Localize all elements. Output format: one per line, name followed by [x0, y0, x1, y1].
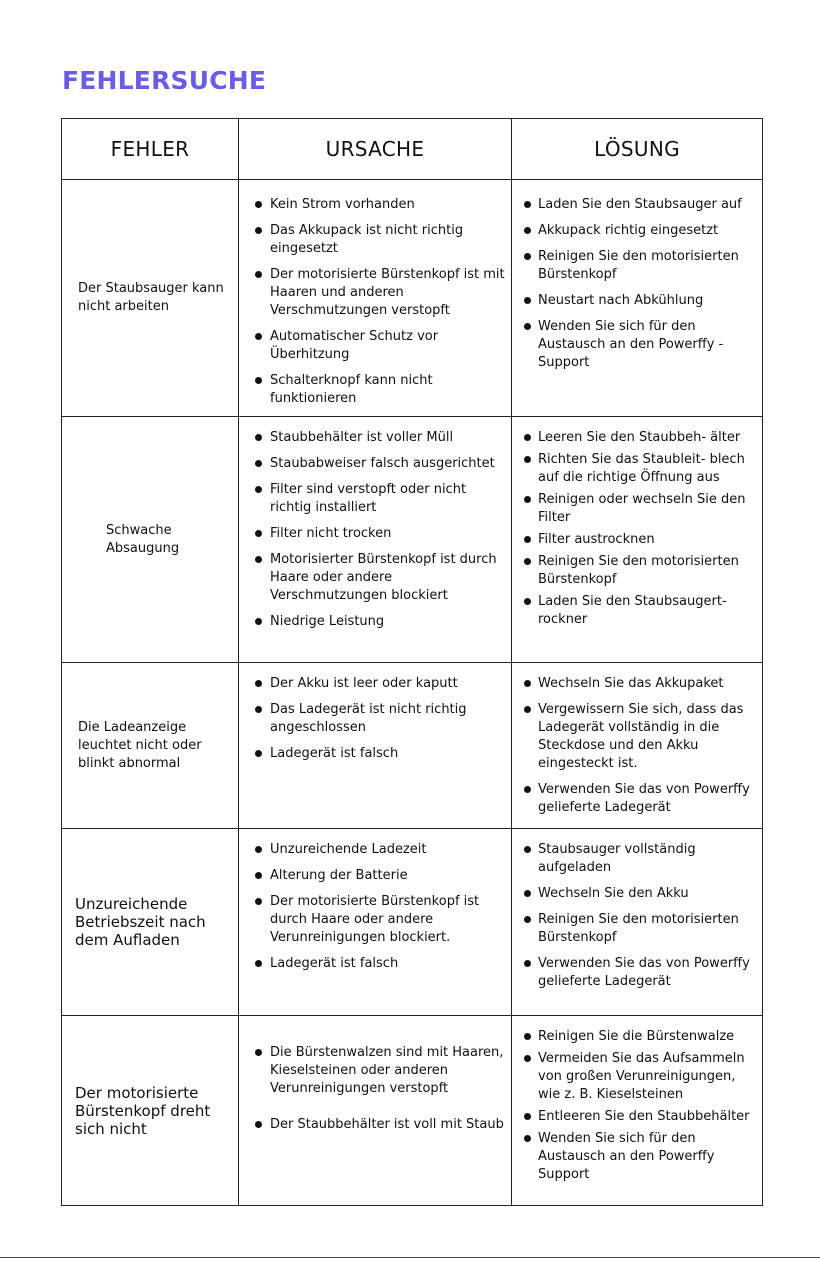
solution-item: Verwenden Sie das von Powerffy gelieferte Ladegerät: [522, 955, 756, 991]
solution-item: Wechseln Sie das Akkupaket: [522, 675, 756, 693]
header-fault: FEHLER: [62, 119, 239, 180]
footer-divider: [0, 1257, 820, 1258]
solution-list: [512, 663, 762, 817]
fault-cell: Unzureichende Betriebszeit nach dem Aufladen: [62, 829, 239, 1016]
cause-item: Die Bürstenwalzen sind mit Haaren, Kieselsteinen oder anderen Verunreinigungen verstopft: [253, 1044, 505, 1098]
table-header-row: [62, 119, 763, 180]
cause-list: [239, 180, 511, 408]
fault-cell: Schwache Absaugung: [62, 417, 239, 663]
cause-cell: [239, 417, 512, 663]
cause-item: Der motorisierte Bürstenkopf ist durch Haare oder andere Verunreinigungen blockiert.: [253, 893, 505, 947]
solution-list: [512, 180, 762, 372]
solution-cell: [512, 829, 763, 1016]
cause-cell: [239, 180, 512, 417]
cause-item: Das Ladegerät ist nicht richtig angeschlossen: [253, 701, 505, 737]
solution-item: Reinigen Sie den motorisierten Bürstenkopf: [522, 911, 756, 947]
solution-item: Wenden Sie sich für den Austausch an den Powerffy -Support: [522, 318, 756, 372]
cause-item: Filter nicht trocken: [253, 525, 505, 543]
cause-item: Der Staubbehälter ist voll mit Staub: [253, 1116, 505, 1134]
cause-item: Automatischer Schutz vor Überhitzung: [253, 328, 505, 364]
cause-item: Niedrige Leistung: [253, 613, 505, 631]
cause-item: Das Akkupack ist nicht richtig eingesetzt: [253, 222, 505, 258]
solution-cell: [512, 417, 763, 663]
cause-list: [239, 417, 511, 631]
solution-item: Leeren Sie den Staubbeh- älter: [522, 429, 756, 447]
table-row: [62, 180, 763, 417]
cause-item: Filter sind verstopft oder nicht richtig installiert: [253, 481, 505, 517]
solution-item: Neustart nach Abkühlung: [522, 292, 756, 310]
table-row: [62, 829, 763, 1016]
solution-item: Vergewissern Sie sich, dass das Ladegerät vollständig in die Steckdose und den Akku eingesteckt ist.: [522, 701, 756, 773]
cause-item: Staubbehälter ist voller Müll: [253, 429, 505, 447]
solution-list: [512, 829, 762, 991]
cause-list: [239, 663, 511, 763]
solution-cell: [512, 663, 763, 829]
solution-list: [512, 1016, 762, 1184]
table-row: [62, 663, 763, 829]
solution-item: Laden Sie den Staubsauger auf: [522, 196, 756, 214]
solution-item: Akkupack richtig eingesetzt: [522, 222, 756, 240]
cause-item: Alterung der Batterie: [253, 867, 505, 885]
solution-item: Staubsauger vollständig aufgeladen: [522, 841, 756, 877]
solution-item: Vermeiden Sie das Aufsammeln von großen Verunreinigungen, wie z. B. Kieselsteinen: [522, 1050, 756, 1104]
cause-cell: [239, 663, 512, 829]
fault-cell: Der motorisierte Bürstenkopf dreht sich nicht: [62, 1016, 239, 1206]
fault-cell: Die Ladeanzeige leuchtet nicht oder blinkt abnormal: [62, 663, 239, 829]
solution-cell: [512, 1016, 763, 1206]
table-row: [62, 1016, 763, 1206]
table-row: [62, 417, 763, 663]
solution-item: Filter austrocknen: [522, 531, 756, 549]
cause-item: Unzureichende Ladezeit: [253, 841, 505, 859]
cause-item: Motorisierter Bürstenkopf ist durch Haare oder andere Verschmutzungen blockiert: [253, 551, 505, 605]
header-solution: LÖSUNG: [512, 119, 763, 180]
cause-item: Ladegerät ist falsch: [253, 955, 505, 973]
cause-list: [239, 829, 511, 973]
solution-item: Reinigen Sie den motorisierten Bürstenkopf: [522, 248, 756, 284]
cause-cell: [239, 1016, 512, 1206]
cause-item: Der motorisierte Bürstenkopf ist mit Haaren und anderen Verschmutzungen verstopft: [253, 266, 505, 320]
solution-item: Reinigen oder wechseln Sie den Filter: [522, 491, 756, 527]
solution-cell: [512, 180, 763, 417]
header-cause: URSACHE: [239, 119, 512, 180]
fault-cell: Der Staubsauger kann nicht arbeiten: [62, 180, 239, 417]
solution-item: Reinigen Sie den motorisierten Bürstenkopf: [522, 553, 756, 589]
cause-item: Schalterknopf kann nicht funktionieren: [253, 372, 505, 408]
solution-item: Wenden Sie sich für den Austausch an den Powerffy Support: [522, 1130, 756, 1184]
solution-item: Laden Sie den Staubsaugert- rockner: [522, 593, 756, 629]
solution-item: Reinigen Sie die Bürstenwalze: [522, 1028, 756, 1046]
solution-item: Entleeren Sie den Staubbehälter: [522, 1108, 756, 1126]
solution-item: Wechseln Sie den Akku: [522, 885, 756, 903]
cause-item: Kein Strom vorhanden: [253, 196, 505, 214]
page-title: FEHLERSUCHE: [62, 66, 267, 95]
cause-cell: [239, 829, 512, 1016]
cause-list: [239, 1016, 511, 1134]
solution-item: Verwenden Sie das von Powerffy gelieferte Ladegerät: [522, 781, 756, 817]
cause-item: Ladegerät ist falsch: [253, 745, 505, 763]
cause-item: Staubabweiser falsch ausgerichtet: [253, 455, 505, 473]
solution-list: [512, 417, 762, 629]
troubleshooting-table: [61, 118, 763, 1206]
cause-item: Der Akku ist leer oder kaputt: [253, 675, 505, 693]
solution-item: Richten Sie das Staubleit- blech auf die richtige Öffnung aus: [522, 451, 756, 487]
